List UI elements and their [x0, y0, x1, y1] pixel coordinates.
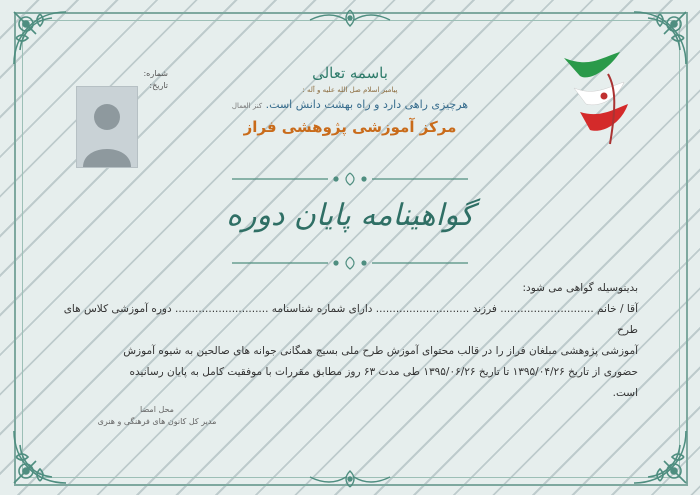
body-line-2: آقا / خانم ............................ فرزند ............................ دارای شماره شناسنامه ............................ دوره آموزشی کلاس های طرح	[63, 303, 638, 336]
bottom-ornament-icon	[300, 465, 400, 491]
date-label: تاریخ:	[149, 81, 168, 90]
top-ornament-icon	[300, 6, 400, 32]
hadith-source: کنز العمال	[231, 102, 263, 110]
signature-place: محل امضا	[140, 405, 174, 414]
body-line-1: بدینوسیله گواهی می شود:	[522, 282, 638, 294]
center-name: مرکز آموزشی پژوهشی فراز	[243, 118, 457, 136]
corner-ornament-icon	[624, 421, 694, 491]
body-line-4: حضوری از تاریخ ۱۳۹۵/۰۴/۲۶ تا تاریخ ۱۳۹۵/۰۶/۲۶ طی مدت ۶۳ روز مطابق مقررات با موفقیت کامل به پایان رسانیده	[129, 366, 638, 378]
iran-flag-logo	[560, 48, 632, 148]
certificate-body	[58, 278, 638, 404]
certificate-title: گواهینامه پایان دوره	[226, 198, 474, 233]
corner-ornament-icon	[6, 4, 76, 74]
body-line-5: است.	[612, 387, 638, 399]
number-label: شماره:	[143, 69, 168, 78]
basmala: باسمه تعالی	[312, 64, 388, 82]
hadith-line	[200, 98, 500, 111]
hadith-attribution: پیامبر اسلام صل الله علیه و آله :	[302, 86, 398, 94]
corner-ornament-icon	[6, 421, 76, 491]
divider-ornament-icon	[228, 256, 472, 270]
photo-placeholder	[76, 86, 138, 168]
signature-title: مدیر کل کانون های فرهنگی و هنری	[97, 417, 217, 426]
divider-ornament-icon	[228, 172, 472, 186]
corner-ornament-icon	[624, 4, 694, 74]
avatar-placeholder-icon	[77, 87, 137, 167]
signature-block	[82, 404, 232, 428]
hadith-text: هرچیزی راهی دارد و راه بهشت دانش است.	[265, 98, 469, 111]
body-line-3: آموزشی پژوهشی مبلغان فراز را در قالب محتوای آموزش طرح ملی بسیج همگانی جوانه های صالحین به شیوه آموزش	[123, 345, 638, 357]
certificate-header	[200, 64, 500, 136]
